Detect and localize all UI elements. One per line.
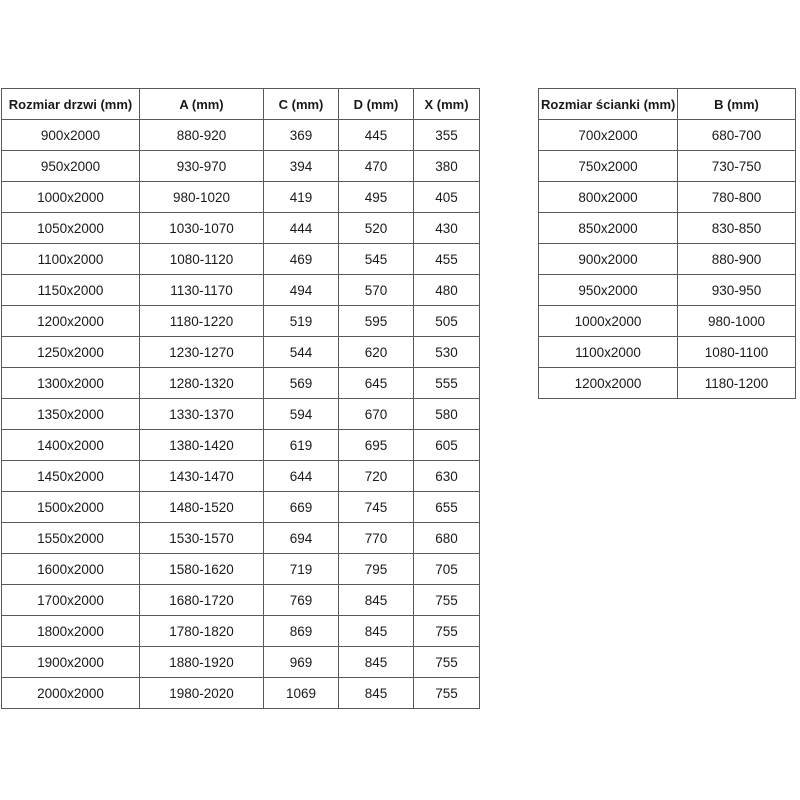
table-cell: 1300x2000 [2, 368, 140, 399]
table-cell: 769 [264, 585, 339, 616]
table-cell: 545 [339, 244, 414, 275]
table-cell: 455 [414, 244, 480, 275]
table-row [539, 368, 796, 399]
table-cell: 519 [264, 306, 339, 337]
table-cell: 980-1020 [140, 182, 264, 213]
table-cell: 394 [264, 151, 339, 182]
table-row [2, 523, 480, 554]
table-cell: 880-900 [678, 244, 796, 275]
table-row [2, 554, 480, 585]
table-cell: 1050x2000 [2, 213, 140, 244]
table-cell: 845 [339, 585, 414, 616]
table-cell: 620 [339, 337, 414, 368]
table-cell: 1100x2000 [539, 337, 678, 368]
table-cell: 755 [414, 585, 480, 616]
table-row [539, 306, 796, 337]
table-cell: 1880-1920 [140, 647, 264, 678]
table-cell: 495 [339, 182, 414, 213]
table-cell: 700x2000 [539, 120, 678, 151]
table-cell: 755 [414, 647, 480, 678]
table-cell: 1000x2000 [2, 182, 140, 213]
table-cell: 1600x2000 [2, 554, 140, 585]
table-cell: 669 [264, 492, 339, 523]
table-row [2, 151, 480, 182]
table-cell: 1500x2000 [2, 492, 140, 523]
table-cell: 695 [339, 430, 414, 461]
table-cell: 1480-1520 [140, 492, 264, 523]
table-cell: 1380-1420 [140, 430, 264, 461]
table-cell: 644 [264, 461, 339, 492]
table-cell: 655 [414, 492, 480, 523]
table-cell: 755 [414, 678, 480, 709]
table-cell: 1230-1270 [140, 337, 264, 368]
table-row [2, 120, 480, 151]
table-cell: 795 [339, 554, 414, 585]
dimension-c-column-header: C (mm) [264, 89, 339, 120]
table-cell: 800x2000 [539, 182, 678, 213]
table-cell: 1069 [264, 678, 339, 709]
table-cell: 645 [339, 368, 414, 399]
table-cell: 469 [264, 244, 339, 275]
table-cell: 619 [264, 430, 339, 461]
table-row [539, 120, 796, 151]
table-row [539, 275, 796, 306]
dimension-d-column-header: D (mm) [339, 89, 414, 120]
table-cell: 1800x2000 [2, 616, 140, 647]
table-cell: 950x2000 [539, 275, 678, 306]
table-cell: 670 [339, 399, 414, 430]
table-row [2, 275, 480, 306]
table-cell: 594 [264, 399, 339, 430]
table-cell: 1100x2000 [2, 244, 140, 275]
table-cell: 1400x2000 [2, 430, 140, 461]
table-cell: 1680-1720 [140, 585, 264, 616]
table-cell: 830-850 [678, 213, 796, 244]
table-row [2, 585, 480, 616]
table-cell: 1000x2000 [539, 306, 678, 337]
table-cell: 1700x2000 [2, 585, 140, 616]
table-cell: 544 [264, 337, 339, 368]
table-cell: 950x2000 [2, 151, 140, 182]
table-cell: 1180-1220 [140, 306, 264, 337]
table-row [539, 337, 796, 368]
table-cell: 569 [264, 368, 339, 399]
table-row [2, 399, 480, 430]
table-row [539, 182, 796, 213]
table-cell: 1450x2000 [2, 461, 140, 492]
door-sizes-table [1, 88, 480, 709]
table-cell: 1180-1200 [678, 368, 796, 399]
table-cell: 605 [414, 430, 480, 461]
table-cell: 2000x2000 [2, 678, 140, 709]
table-cell: 1150x2000 [2, 275, 140, 306]
table-row [539, 213, 796, 244]
dimension-a-column-header: A (mm) [140, 89, 264, 120]
table-row [2, 461, 480, 492]
table-cell: 1080-1120 [140, 244, 264, 275]
table-cell: 419 [264, 182, 339, 213]
table-cell: 1430-1470 [140, 461, 264, 492]
table-header-row [539, 89, 796, 120]
table-row [2, 213, 480, 244]
table-cell: 980-1000 [678, 306, 796, 337]
table-cell: 1530-1570 [140, 523, 264, 554]
table-cell: 755 [414, 616, 480, 647]
wall-panel-sizes-table [538, 88, 796, 399]
table-cell: 1030-1070 [140, 213, 264, 244]
table-cell: 369 [264, 120, 339, 151]
door-size-column-header: Rozmiar drzwi (mm) [2, 89, 140, 120]
table-cell: 380 [414, 151, 480, 182]
table-cell: 580 [414, 399, 480, 430]
table-row [2, 306, 480, 337]
table-cell: 1780-1820 [140, 616, 264, 647]
table-cell: 930-970 [140, 151, 264, 182]
table-row [2, 616, 480, 647]
table-cell: 1330-1370 [140, 399, 264, 430]
table-row [539, 151, 796, 182]
table-row [2, 492, 480, 523]
table-cell: 1900x2000 [2, 647, 140, 678]
table-cell: 355 [414, 120, 480, 151]
table-cell: 770 [339, 523, 414, 554]
table-cell: 430 [414, 213, 480, 244]
dimension-x-column-header: X (mm) [414, 89, 480, 120]
table-cell: 1080-1100 [678, 337, 796, 368]
table-cell: 1280-1320 [140, 368, 264, 399]
table-cell: 530 [414, 337, 480, 368]
table-cell: 505 [414, 306, 480, 337]
table-cell: 520 [339, 213, 414, 244]
table-cell: 444 [264, 213, 339, 244]
table-cell: 680 [414, 523, 480, 554]
table-cell: 850x2000 [539, 213, 678, 244]
table-cell: 694 [264, 523, 339, 554]
table-cell: 730-750 [678, 151, 796, 182]
table-cell: 780-800 [678, 182, 796, 213]
table-cell: 845 [339, 647, 414, 678]
table-cell: 1200x2000 [2, 306, 140, 337]
table-cell: 930-950 [678, 275, 796, 306]
table-cell: 1130-1170 [140, 275, 264, 306]
table-cell: 480 [414, 275, 480, 306]
table-cell: 750x2000 [539, 151, 678, 182]
table-header-row [2, 89, 480, 120]
table-cell: 719 [264, 554, 339, 585]
table-cell: 900x2000 [539, 244, 678, 275]
table-cell: 1200x2000 [539, 368, 678, 399]
table-cell: 630 [414, 461, 480, 492]
table-cell: 570 [339, 275, 414, 306]
table-cell: 880-920 [140, 120, 264, 151]
table-row [2, 678, 480, 709]
table-row [2, 647, 480, 678]
table-cell: 555 [414, 368, 480, 399]
table-cell: 1350x2000 [2, 399, 140, 430]
table-cell: 745 [339, 492, 414, 523]
table-cell: 1980-2020 [140, 678, 264, 709]
table-cell: 595 [339, 306, 414, 337]
dimension-b-column-header: B (mm) [678, 89, 796, 120]
table-row [2, 430, 480, 461]
table-cell: 1550x2000 [2, 523, 140, 554]
table-row [2, 244, 480, 275]
table-cell: 845 [339, 616, 414, 647]
table-row [2, 182, 480, 213]
table-cell: 470 [339, 151, 414, 182]
table-cell: 869 [264, 616, 339, 647]
table-cell: 1580-1620 [140, 554, 264, 585]
table-cell: 494 [264, 275, 339, 306]
table-row [2, 337, 480, 368]
table-cell: 405 [414, 182, 480, 213]
table-cell: 680-700 [678, 120, 796, 151]
table-row [2, 368, 480, 399]
table-cell: 969 [264, 647, 339, 678]
table-cell: 445 [339, 120, 414, 151]
table-cell: 705 [414, 554, 480, 585]
table-cell: 720 [339, 461, 414, 492]
table-cell: 845 [339, 678, 414, 709]
wall-size-column-header: Rozmiar ścianki (mm) [539, 89, 678, 120]
table-cell: 1250x2000 [2, 337, 140, 368]
table-cell: 900x2000 [2, 120, 140, 151]
table-row [539, 244, 796, 275]
